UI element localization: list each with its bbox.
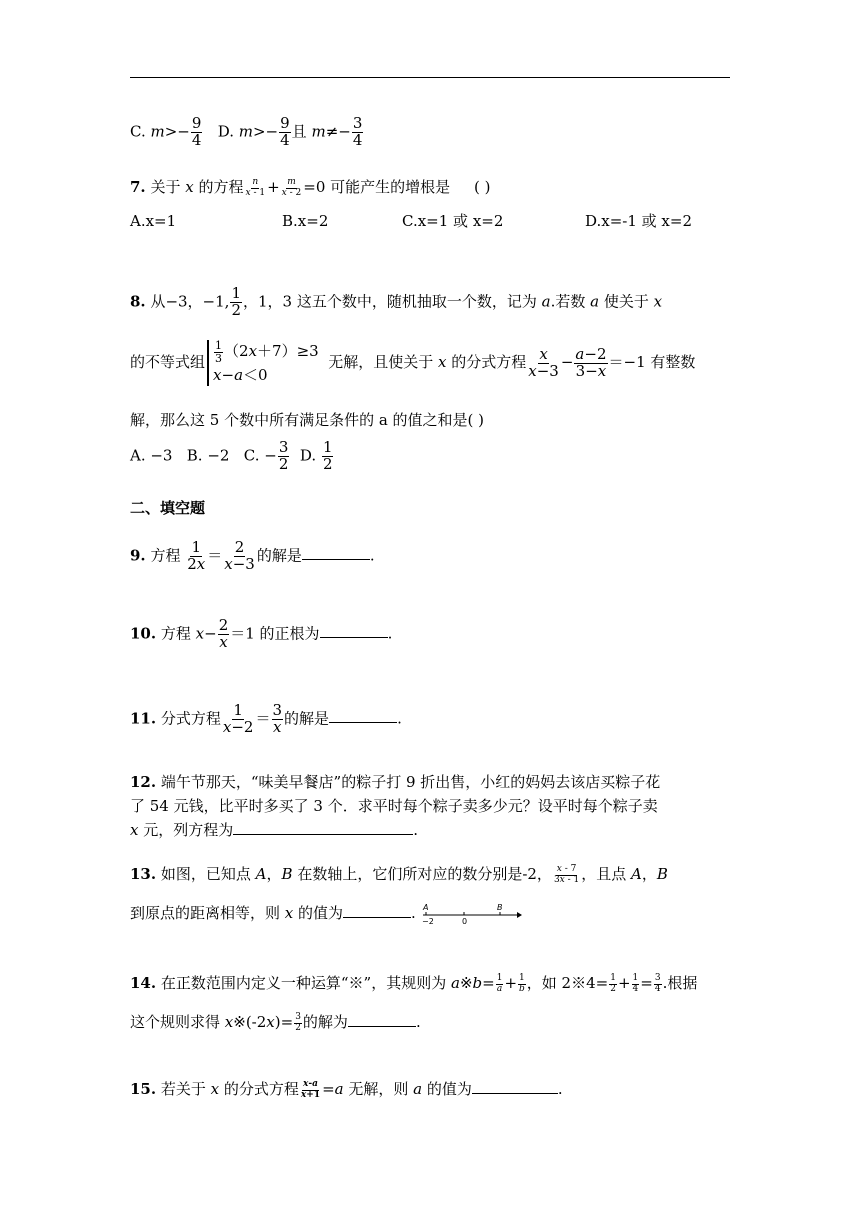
q13-blank[interactable] <box>343 903 411 918</box>
axis-label-b: B <box>496 903 503 912</box>
q7-option-c[interactable]: C.x=1 或 x=2 <box>402 212 504 230</box>
axis-label-a: A <box>422 903 429 912</box>
question-14-line1: 14. 在正数范围内定义一种运算“※”，其规则为 a※b= $\frac{1}{a}$ + $\frac{1}{b}$ ，如 2※4= $\frac{1}{2}$ + $\frac{1}{4}$ = $\frac{3}{4}$ .根据 <box>130 973 698 994</box>
axis-tick-minus2: −2 <box>421 917 434 926</box>
q7-answer-paren: ( ) <box>473 178 491 196</box>
question-12-line2: 了 54 元钱，比平时多买了 3 个．求平时每个粽子卖多少元？设平时每个粽子卖 <box>130 797 658 815</box>
section-title: 二、填空题 <box>130 499 206 517</box>
q9-blank[interactable] <box>302 545 370 560</box>
number-line-figure <box>421 902 523 926</box>
question-13-line1: 13. 如图，已知点 A，B 在数轴上，它们所对应的数分别是-2， $\frac{x - 7}{3x - 1}$ ，且点 A，B <box>130 864 668 885</box>
question-14-line2: 这个规则求得 x※(-2x)= $\frac{3}{2}$ 的解为 . <box>130 1012 421 1033</box>
q7-option-b[interactable]: B.x=2 <box>282 212 329 230</box>
question-10: 10. 方程 x− $\frac{2}{x}$ ＝1 的正根为 . <box>130 616 393 651</box>
q14-blank[interactable] <box>348 1012 416 1027</box>
header-rule <box>130 77 730 78</box>
q8-options: A. −3 B. −2 C. − $\frac{3}{2}$ D. $\frac{1}{2}$ <box>130 438 333 473</box>
question-11: 11. 分式方程 $\frac{1}{x-2}$ ＝ $\frac{3}{x}$ 的解是 . <box>130 701 402 736</box>
question-15: 15. 若关于 x 的分式方程 $\frac{x-a}{x+1}$ =a 无解，则 a 的值为 . <box>130 1079 563 1100</box>
q15-blank[interactable] <box>472 1079 558 1094</box>
q12-blank[interactable] <box>233 820 413 835</box>
question-13-line2: 到原点的距离相等，则 x 的值为 . A B −2 0 <box>130 902 523 926</box>
q7-option-a[interactable]: A.x=1 <box>130 212 177 230</box>
question-12-line1: 12. 端午节那天，“味美早餐店”的粽子打 9 折出售，小红的妈妈去该店买粽子花 <box>130 773 661 791</box>
q7-option-d[interactable]: D.x=-1 或 x=2 <box>585 212 693 230</box>
question-8-line2: 的不等式组 $\frac{1}{3}$ （2x＋7）≥3 x−a＜0 无解，且使关于 x 的分式方程 $\frac{x}{x-3}$ − $\frac{a-2}{3-x}$ ＝−1 有整数 <box>130 339 696 385</box>
inequality-system: $\frac{1}{3}$ （2x＋7）≥3 x−a＜0 <box>207 340 319 386</box>
q11-blank[interactable] <box>329 708 397 723</box>
q7-number: 7. <box>130 178 146 196</box>
axis-tick-zero: 0 <box>461 917 467 926</box>
question-9: 9. 方程 $\frac{1}{2x}$ ＝ $\frac{2}{x-3}$ 的解是 . <box>130 538 375 573</box>
question-8-line1: 8. 从−3，−1, $\frac{1}{2}$ ，1，3 这五个数中，随机抽取一个数，记为 a.若数 a 使关于 x <box>130 284 663 319</box>
prev-options: C. m>− $\frac{9}{4}$ D. m>− $\frac{9}{4}$ 且 m≠− $\frac{3}{4}$ <box>130 114 363 149</box>
question-7: 7. 关于 x 的方程 $\frac{n}{x - 1}$ + $\frac{m}{x - 2}$ =0 可能产生的增根是 ( ) <box>130 177 491 198</box>
q10-blank[interactable] <box>320 623 388 638</box>
question-8-line3: 解，那么这 5 个数中所有满足条件的 a 的值之和是( ) <box>130 411 485 429</box>
question-12-line3: x 元，列方程为 . <box>130 821 419 839</box>
